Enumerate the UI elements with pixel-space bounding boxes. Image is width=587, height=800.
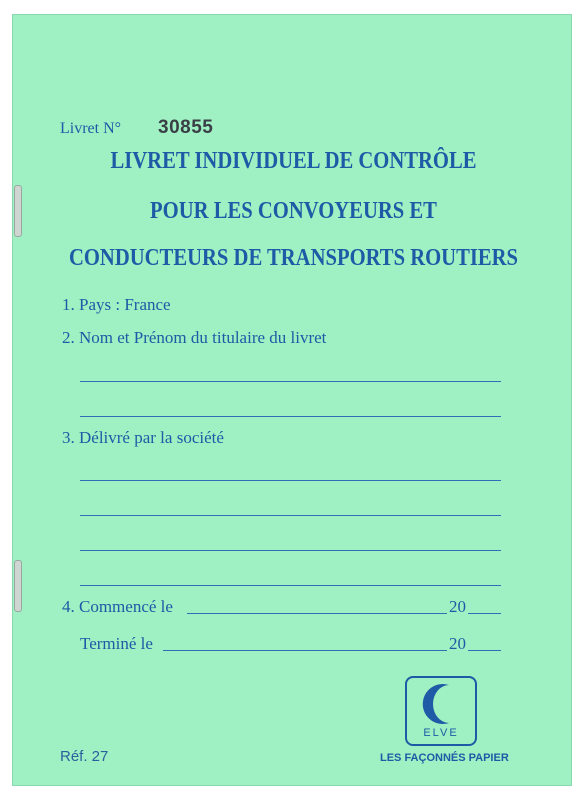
field-ended-label: Terminé le — [80, 634, 153, 653]
company-name: LES FAÇONNÉS PAPIER — [380, 752, 509, 764]
issued-by-line-4 — [80, 585, 501, 586]
field-country: 1. Pays : France — [62, 295, 171, 314]
issued-by-line-1 — [80, 480, 501, 481]
booklet-number-value: 30855 — [158, 117, 214, 138]
field-issued-by-label: 3. Délivré par la société — [62, 428, 224, 447]
holder-name-line-2 — [80, 416, 501, 417]
field-holder-name-label: 2. Nom et Prénom du titulaire du livret — [62, 328, 327, 347]
started-date-line — [187, 613, 447, 614]
ended-date-line — [163, 650, 447, 651]
field-started-label: 4. Commencé le — [62, 597, 173, 616]
holder-name-line-1 — [80, 381, 501, 382]
reference-number: Réf. 27 — [60, 748, 109, 765]
booklet-number-label: Livret N° — [60, 120, 122, 137]
elve-logo — [405, 676, 477, 746]
logo-brand-text: ELVE — [423, 727, 459, 739]
title-line-1: LIVRET INDIVIDUEL DE CONTRÔLE — [110, 148, 477, 174]
started-year-line — [468, 613, 501, 614]
title-line-2: POUR LES CONVOYEURS ET — [150, 198, 437, 224]
staple-bottom — [14, 560, 22, 612]
ended-year-line — [468, 650, 501, 651]
ended-year-prefix: 20 — [449, 634, 466, 653]
started-year-prefix: 20 — [449, 597, 466, 616]
staple-top — [14, 185, 22, 237]
issued-by-line-3 — [80, 550, 501, 551]
title-line-3: CONDUCTEURS DE TRANSPORTS ROUTIERS — [68, 245, 519, 271]
issued-by-line-2 — [80, 515, 501, 516]
crescent-icon — [419, 681, 463, 727]
